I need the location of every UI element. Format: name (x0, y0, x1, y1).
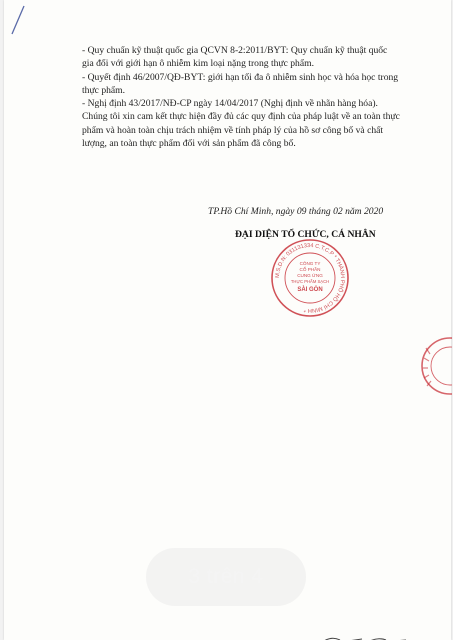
partial-seal-edge (412, 334, 452, 398)
bottom-edge-text (322, 630, 412, 640)
svg-text:CÔNG TY: CÔNG TY (299, 261, 321, 266)
representative-title: ĐẠI DIỆN TỔ CHỨC, CÁ NHÂN (235, 229, 376, 240)
svg-text:THỰC PHẨM SẠCH: THỰC PHẨM SẠCH (290, 279, 330, 284)
svg-text:M.S.D.N: 031131334 C.T.C.P * T: M.S.D.N: 031131334 C.T.C.P * THÀNH PHỐ HỒ CHÍ MINH * (274, 242, 346, 314)
company-seal (270, 238, 350, 318)
svg-text:CUNG ỨNG: CUNG ỨNG (297, 273, 323, 278)
page-indicator (146, 548, 306, 606)
svg-text:SÀI GÒN: SÀI GÒN (297, 287, 323, 293)
page-indicator-label: 3 trên 4 (188, 565, 264, 588)
document-body (82, 44, 400, 150)
pen-mark (4, 0, 44, 40)
commitment-paragraph: Chúng tôi xin cam kết thực hiện đầy đủ các quy định của pháp luật về an toàn thực phẩm và hoàn toàn chịu trách nhiệm về tính pháp lý của hồ sơ công bố và chất lượng, an toàn thực phẩm đối với sản phẩm đã công bố. (82, 111, 400, 150)
regulation-item-decision: - Quyết định 46/2007/QĐ-BYT: giới hạn tối đa ô nhiễm sinh học và hóa học trong thực phẩm. (82, 71, 399, 96)
document-page (4, 0, 451, 640)
place-date: TP.Hồ Chí Minh, ngày 09 tháng 02 năm 2020 (208, 206, 384, 217)
regulation-item-qcvn: - Quy chuẩn kỹ thuật quốc gia QCVN 8-2:2011/BYT: Quy chuẩn kỹ thuật quốc gia đối với giới hạn ô nhiễm kim loại nặng trong thực phẩm. (82, 45, 388, 70)
svg-text:CỔ PHẦN: CỔ PHẦN (299, 267, 321, 272)
regulation-item-decree: - Nghị định 43/2017/NĐ-CP ngày 14/04/2017 (Nghị định về nhãn hàng hóa). (82, 98, 378, 110)
